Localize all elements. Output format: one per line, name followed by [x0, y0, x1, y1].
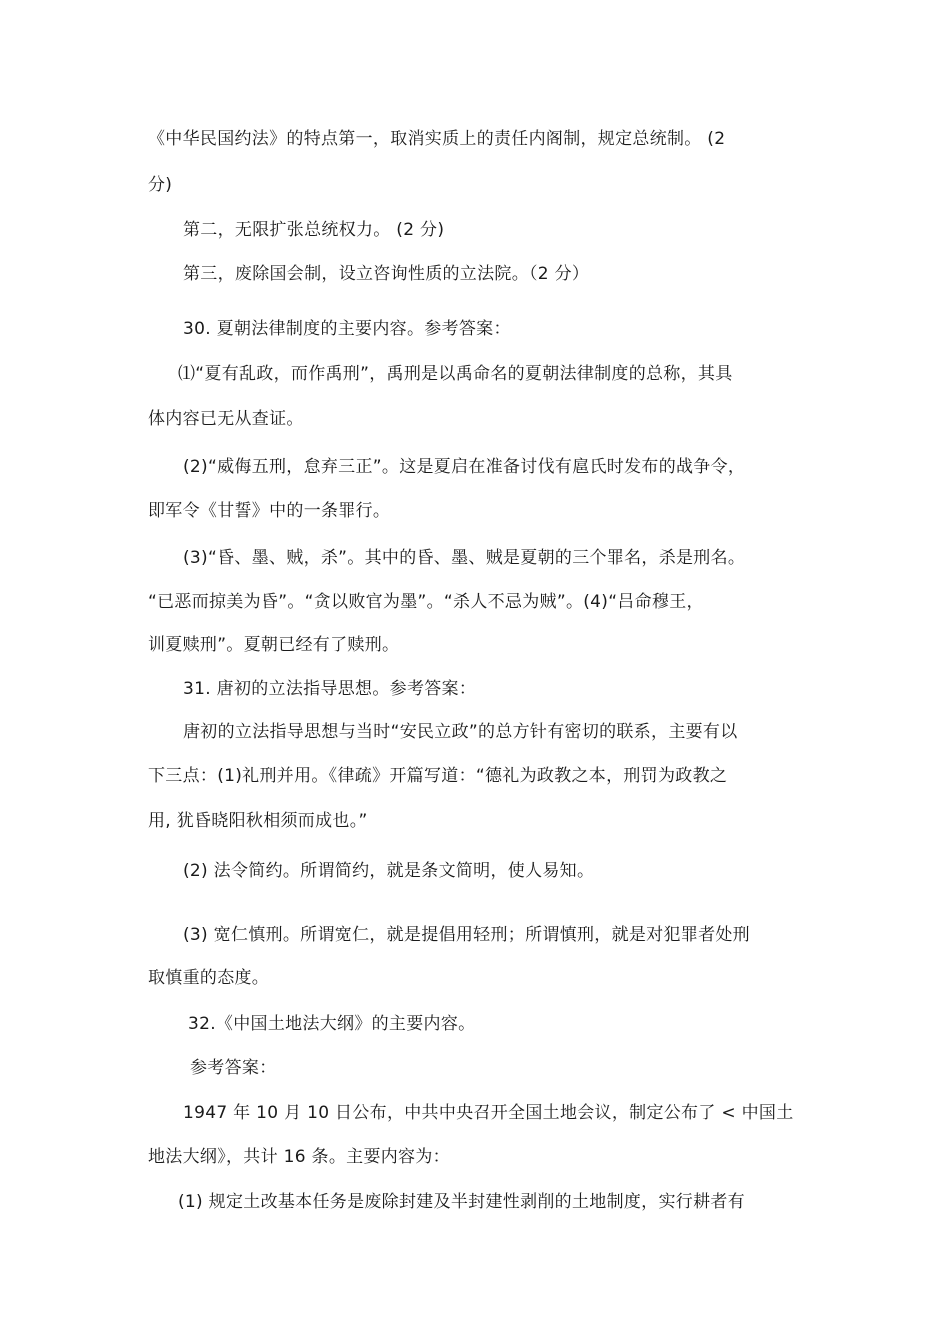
text-line: 《中华民国约法》的特点第一，取消实质上的责任内阁制，规定总统制。 (2 [148, 129, 726, 149]
text-line: 体内容已无从查证。 [148, 409, 304, 429]
text-line: (2) 法令简约。所谓简约，就是条文简明，使人易知。 [183, 861, 595, 881]
text-line: (3)“昏、墨、贼，杀”。其中的昏、墨、贼是夏朝的三个罪名，杀是刑名。 [183, 548, 746, 568]
text-line: 第二，无限扩张总统权力。 (2 分) [183, 220, 445, 240]
section-heading: 30. 夏朝法律制度的主要内容。参考答案： [183, 319, 511, 339]
text-line: 下三点：(1)礼刑并用。《律疏》开篇写道：“德礼为政教之本，刑罚为政教之 [148, 766, 728, 786]
text-line: 分) [148, 175, 173, 195]
text-line: (3) 宽仁慎刑。所谓宽仁，就是提倡用轻刑；所谓慎刑，就是对犯罪者处刑 [183, 925, 750, 945]
text-line: 取慎重的态度。 [148, 968, 270, 988]
text-line: 地法大纲》，共计 16 条。主要内容为： [148, 1147, 450, 1167]
text-line: ⑴“夏有乱政，而作禹刑”，禹刑是以禹命名的夏朝法律制度的总称，其具 [178, 364, 733, 384]
text-line: 唐初的立法指导思想与当时“安民立政”的总方针有密切的联系，主要有以 [183, 722, 738, 742]
text-line: 1947 年 10 月 10 日公布，中共中央召开全国土地会议，制定公布了 < 中国土 [183, 1103, 794, 1123]
text-line: 即军令《甘誓》中的一条罪行。 [148, 501, 391, 521]
text-line: 训夏赎刑”。夏朝已经有了赎刑。 [148, 635, 400, 655]
text-line: “已恶而掠美为昏”。“贪以败官为墨”。“杀人不忌为贼”。(4)“吕命穆王， [148, 592, 704, 612]
text-line: (2)“威侮五刑，怠弃三正”。这是夏启在准备讨伐有扈氏时发布的战争令， [183, 457, 746, 477]
text-line: 第三，废除国会制，设立咨询性质的立法院。（2 分） [183, 264, 590, 284]
section-heading: 31. 唐初的立法指导思想。参考答案： [183, 679, 477, 699]
text-line: (1) 规定土改基本任务是废除封建及半封建性剥削的土地制度，实行耕者有 [178, 1192, 745, 1212]
text-line: 参考答案： [190, 1058, 277, 1078]
section-heading: 32.《中国土地法大纲》的主要内容。 [188, 1014, 476, 1034]
text-line: 用, 犹昏晓阳秋相须而成也。” [148, 811, 368, 831]
